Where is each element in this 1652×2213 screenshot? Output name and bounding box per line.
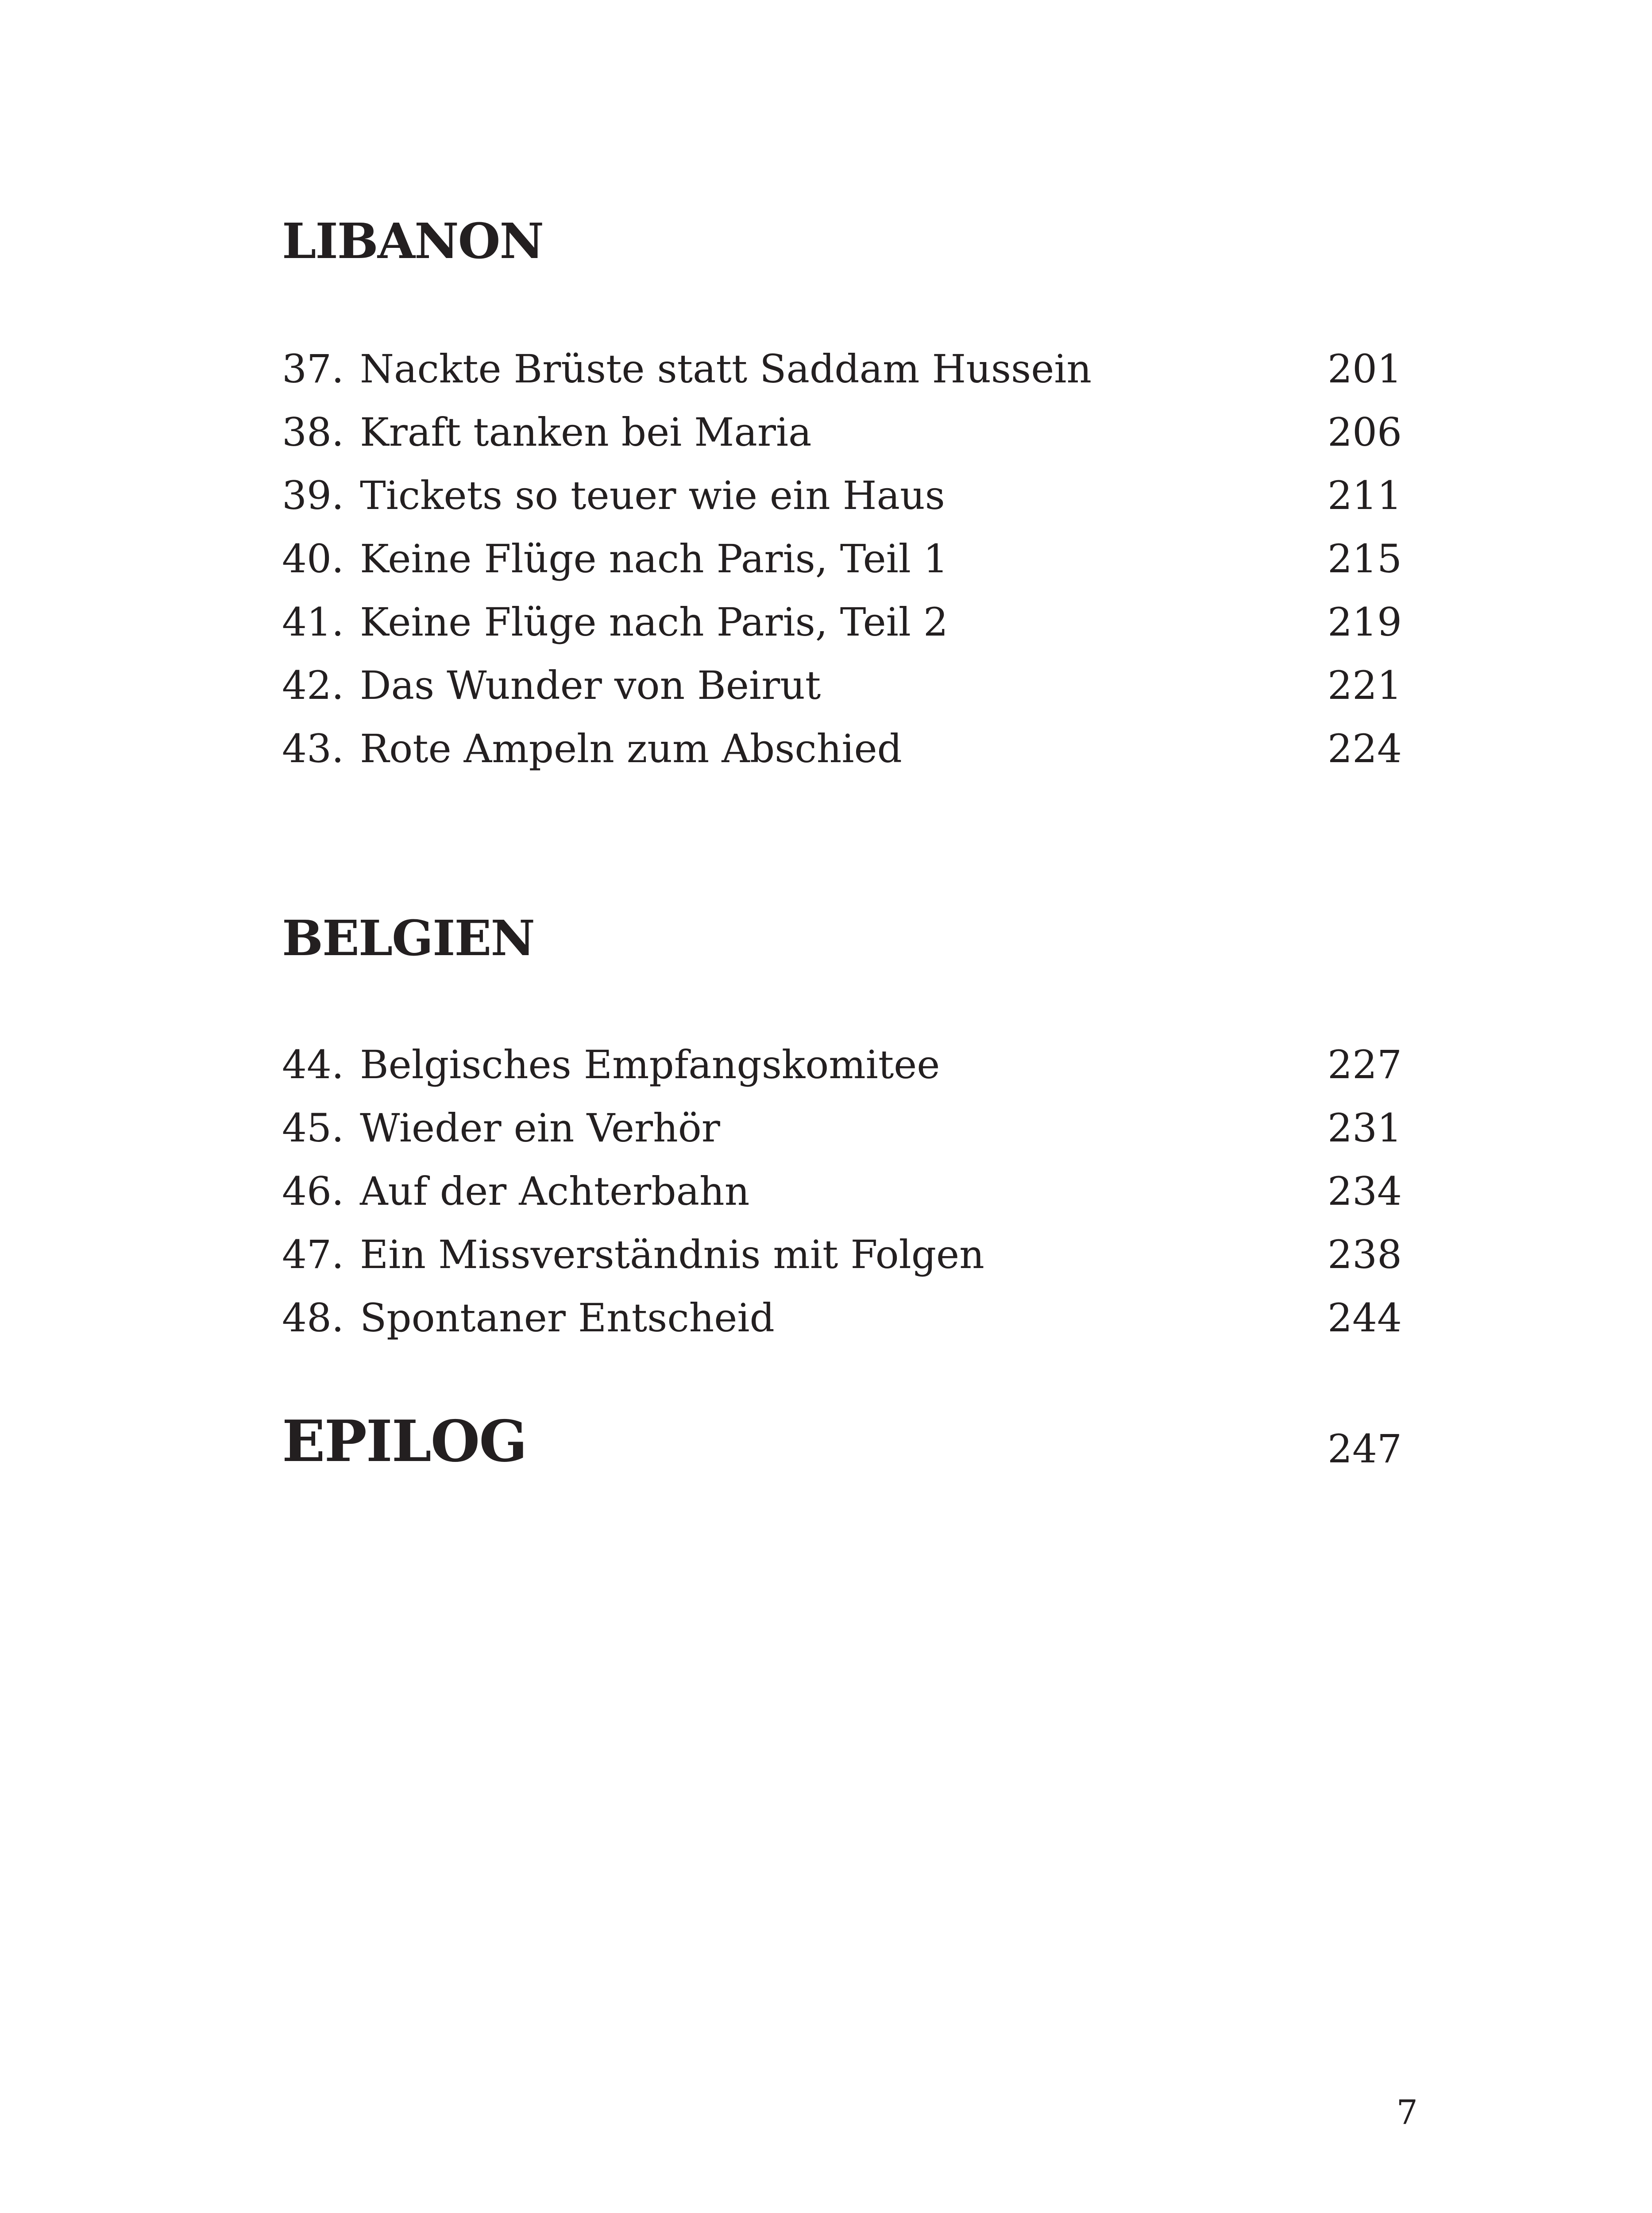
toc-list-libanon (282, 346, 1402, 793)
toc-entry-number: 37. (282, 346, 344, 392)
toc-entry (282, 473, 1402, 540)
toc-entry-number: 45. (282, 1105, 344, 1151)
toc-entry-number: 41. (282, 599, 344, 645)
toc-entry-number: 44. (282, 1042, 344, 1087)
toc-entry-title: Ein Missverständnis mit Folgen (360, 1232, 984, 1277)
toc-entry-number: 40. (282, 536, 344, 582)
toc-entry (282, 346, 1402, 413)
toc-entry-number: 46. (282, 1168, 344, 1214)
toc-entry (282, 726, 1402, 793)
toc-entry-title: Belgisches Empfangskomitee (360, 1042, 940, 1087)
toc-entry-page-number: 227 (1328, 1042, 1402, 1087)
toc-entry (282, 1232, 1402, 1299)
section-heading-belgien: BELGIEN (282, 910, 534, 967)
toc-entry-number: 42. (282, 663, 344, 708)
toc-entry-page-number: 206 (1328, 409, 1402, 455)
toc-entry-page-number: 234 (1328, 1168, 1402, 1214)
toc-entry (282, 536, 1402, 603)
toc-entry-title: Wieder ein Verhör (360, 1105, 720, 1151)
toc-entry-title: Rote Ampeln zum Abschied (360, 726, 902, 771)
toc-entry-page-number: 224 (1328, 726, 1402, 771)
toc-entry (282, 1105, 1402, 1172)
epilog-heading: EPILOG (282, 1408, 527, 1475)
toc-entry-title: Kraft tanken bei Maria (360, 409, 812, 455)
toc-entry-title: Tickets so teuer wie ein Haus (360, 473, 945, 518)
toc-entry (282, 599, 1402, 666)
toc-entry (282, 1042, 1402, 1109)
toc-entry-title: Nackte Brüste statt Saddam Hussein (360, 346, 1092, 392)
page-folio: 7 (1396, 2093, 1418, 2132)
toc-entry-page-number: 201 (1328, 346, 1402, 392)
section-heading-libanon: LIBANON (282, 212, 544, 270)
toc-entry-number: 39. (282, 473, 344, 518)
toc-entry-title: Das Wunder von Beirut (360, 663, 821, 708)
toc-entry-title: Spontaner Entscheid (360, 1295, 775, 1341)
toc-entry-title: Auf der Achterbahn (360, 1168, 750, 1214)
toc-list-belgien (282, 1042, 1402, 1362)
epilog-page-number: 247 (1328, 1426, 1402, 1472)
toc-entry-number: 38. (282, 409, 344, 455)
toc-entry-title: Keine Flüge nach Paris, Teil 1 (360, 536, 948, 582)
toc-entry-page-number: 215 (1328, 536, 1402, 582)
toc-entry (282, 1295, 1402, 1362)
toc-entry-page-number: 221 (1328, 663, 1402, 708)
toc-entry (282, 663, 1402, 729)
toc-entry-number: 48. (282, 1295, 344, 1341)
toc-entry-page-number: 244 (1328, 1295, 1402, 1341)
toc-entry (282, 409, 1402, 476)
toc-entry-page-number: 238 (1328, 1232, 1402, 1277)
toc-entry-title: Keine Flüge nach Paris, Teil 2 (360, 599, 948, 645)
toc-entry-number: 43. (282, 726, 344, 771)
toc-entry-page-number: 211 (1328, 473, 1402, 518)
toc-entry-number: 47. (282, 1232, 344, 1277)
toc-entry-page-number: 219 (1328, 599, 1402, 645)
toc-entry-page-number: 231 (1328, 1105, 1402, 1151)
toc-entry (282, 1168, 1402, 1235)
